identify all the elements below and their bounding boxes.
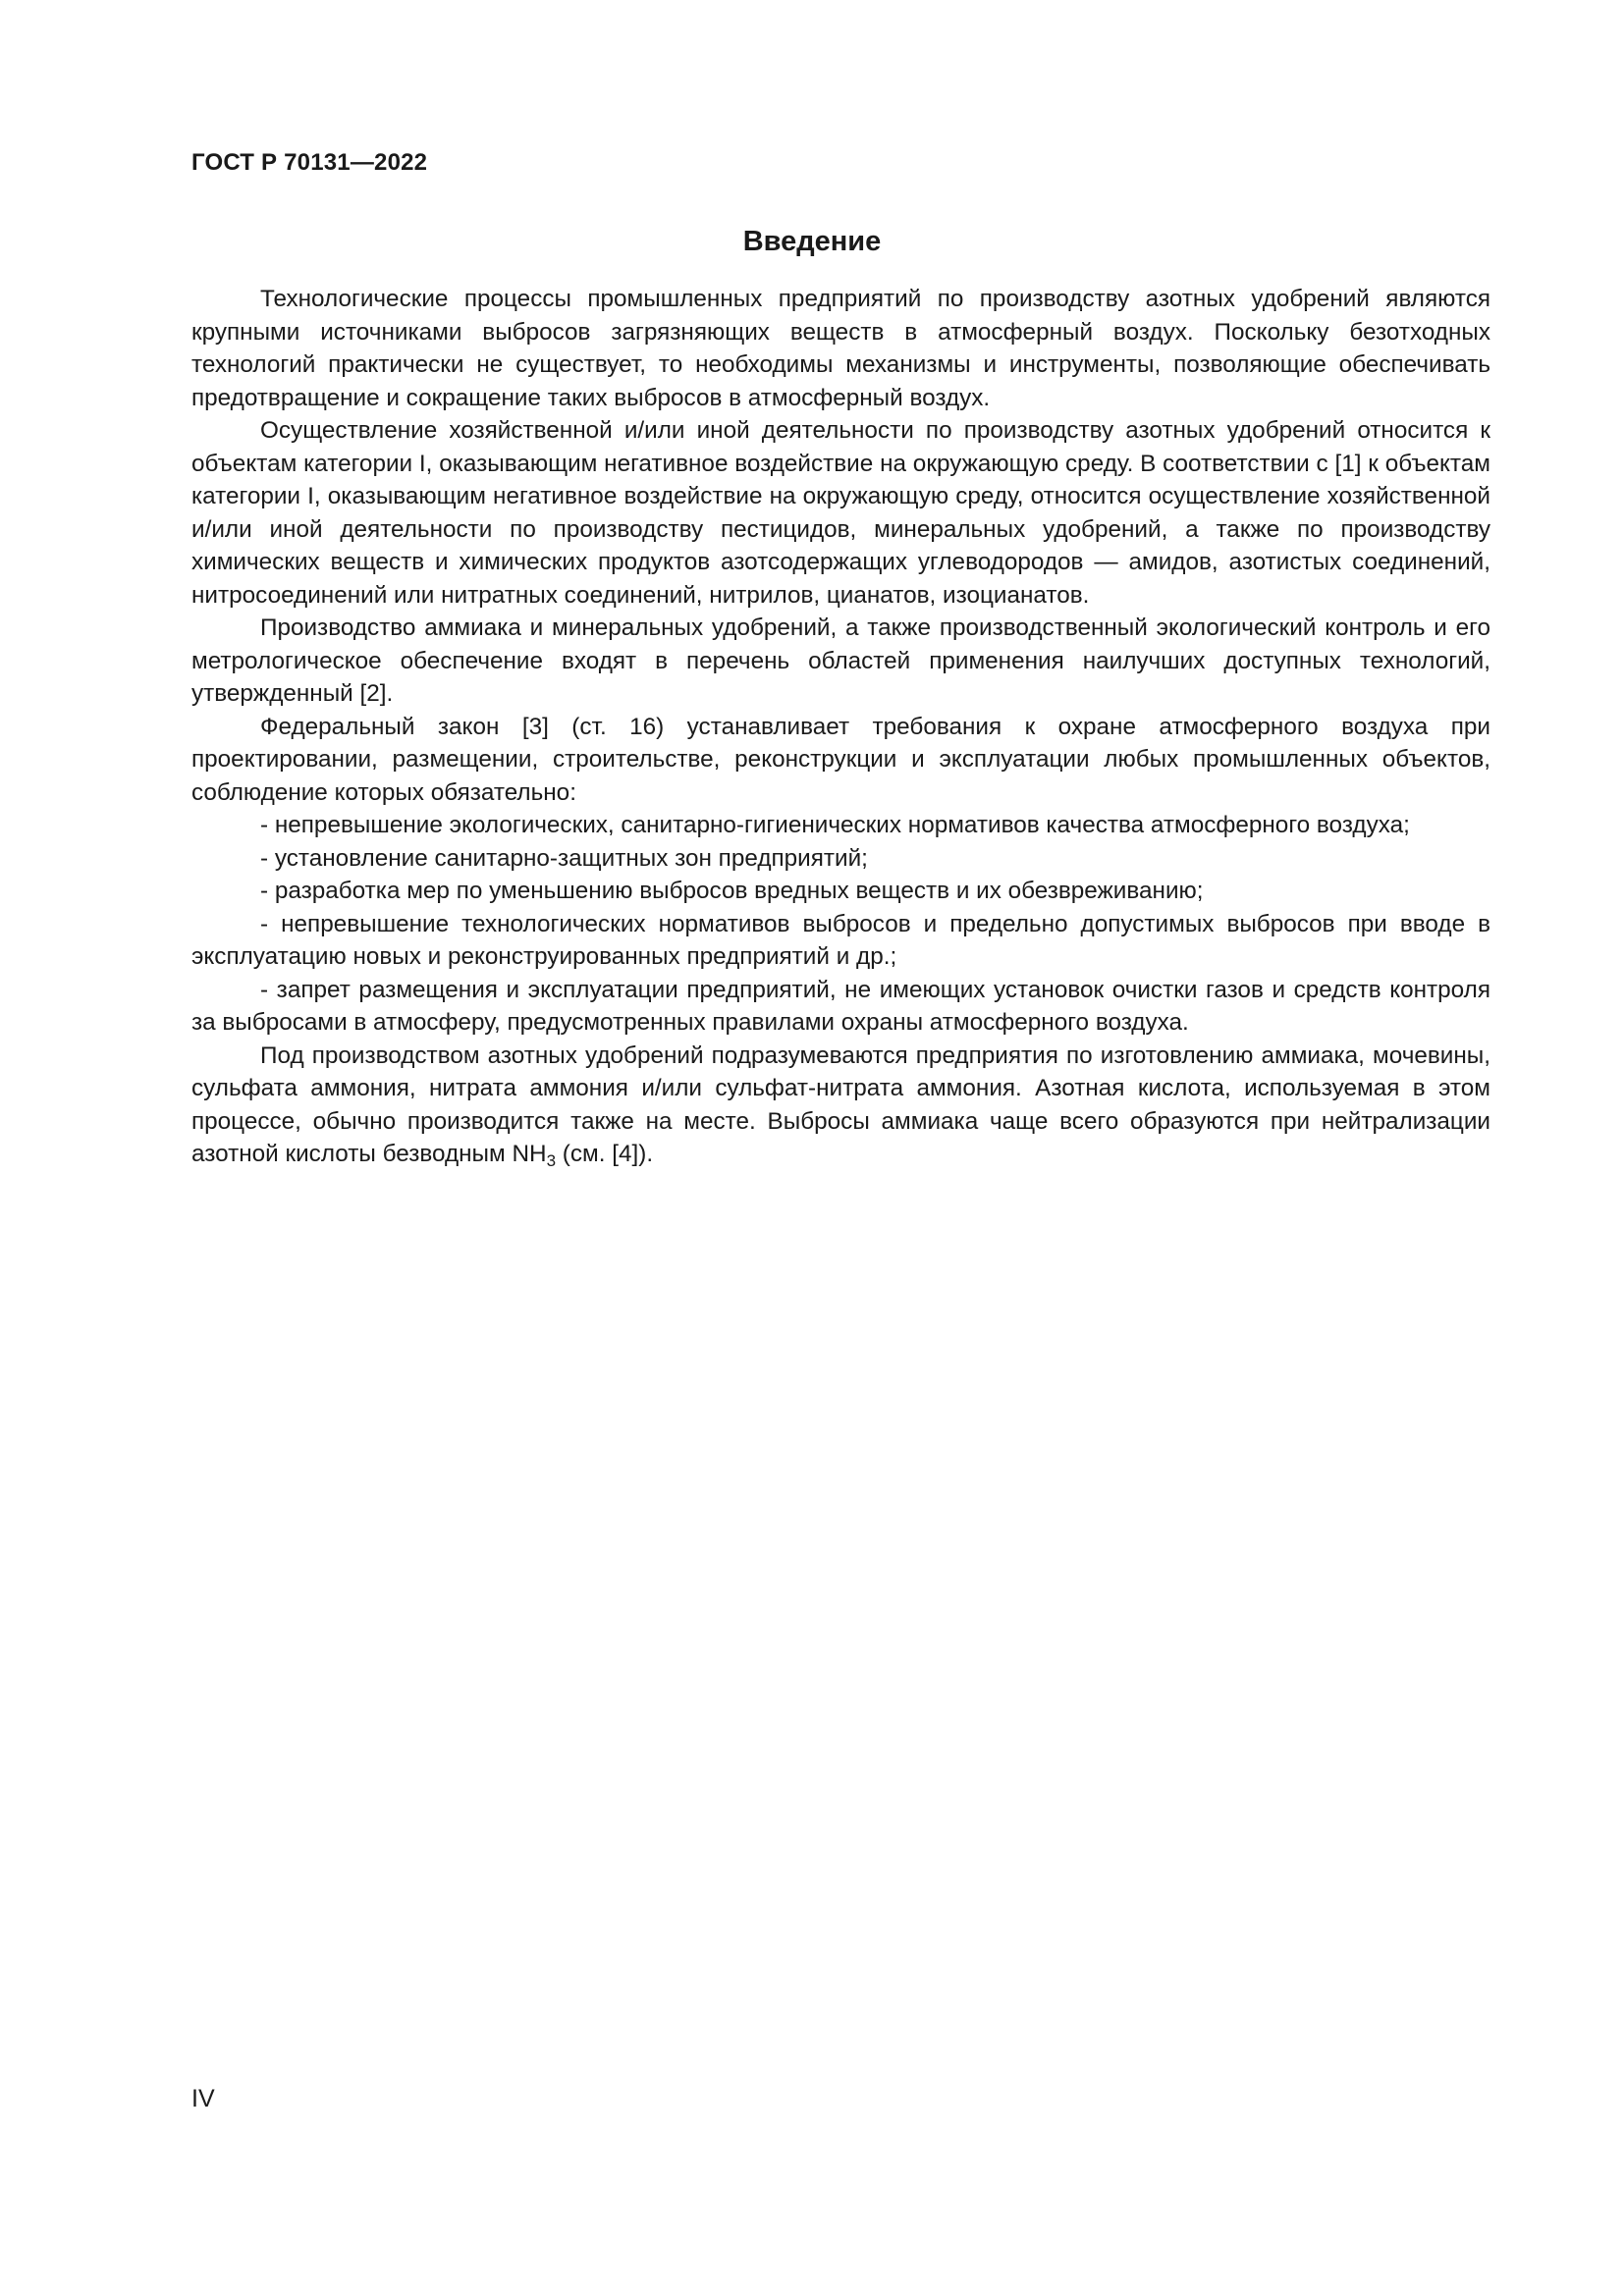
paragraph-5-tail: (см. [4]). xyxy=(556,1141,654,1167)
paragraph-5-main: Под производством азотных удобрений подразумеваются предприятия по изготовлению аммиака, мочевины, сульфата аммония, нитрата аммония и/или сульфат-нитрата аммония. Азотная кислота, используемая в этом процессе, обычно производится также на месте. Выбросы аммиака чаще всего образуются при нейтрализации азотной кислоты безводным NH xyxy=(191,1041,1490,1167)
list-item: - непревышение технологических нормативов выбросов и предельно допустимых выбросов при вводе в эксплуатацию новых и реконструированных предприятий и др.; xyxy=(191,910,1490,970)
list-item: - непревышение экологических, санитарно-гигиенических нормативов качества атмосферного воздуха; xyxy=(260,812,1410,838)
list-item: - установление санитарно-защитных зон предприятий; xyxy=(260,844,868,872)
paragraph-4: Федеральный закон [3] (ст. 16) устанавливает требования к охране атмосферного воздуха при проектировании, размещении, строительстве, реконструкции и эксплуатации любых промышленных объектов, соблюдение которых обязательно: xyxy=(191,713,1490,806)
paragraph-3: Производство аммиака и минеральных удобрений, а также производственный экологический контроль и его метрологическое обеспечение входят в перечень областей применения наилучших доступных технологий, утвержденный [2]. xyxy=(191,614,1490,707)
section-title: Введение xyxy=(742,226,882,257)
list-item: - запрет размещения и эксплуатации предприятий, не имеющих установок очистки газов и средств контроля за выбросами в атмосферу, предусмотренных правилами охраны атмосферного воздуха. xyxy=(191,976,1490,1036)
paragraph-5 xyxy=(191,1040,1490,1171)
list-item: - разработка мер по уменьшению выбросов вредных веществ и их обезвреживанию; xyxy=(260,878,1204,904)
chemical-subscript: 3 xyxy=(546,1151,557,1170)
document-id-header: ГОСТ Р 70131—2022 xyxy=(191,149,428,176)
document-body xyxy=(191,283,1490,1171)
page-number: IV xyxy=(191,2085,215,2112)
paragraph-1: Технологические процессы промышленных предприятий по производству азотных удобрений являются крупными источниками выбросов загрязняющих веществ в атмосферный воздух. Поскольку безотходных технологий практически не существует, то необходимы механизмы и инструменты, позволяющие обеспечивать предотвращение и сокращение таких выбросов в атмосферный воздух. xyxy=(191,286,1490,411)
paragraph-2: Осуществление хозяйственной и/или иной деятельности по производству азотных удобрений относится к объектам категории I, оказывающим негативное воздействие на окружающую среду. В соответствии с [1] к объектам категории I, оказывающим негативное воздействие на окружающую среду, относится осуществление хозяйственной и/или иной деятельности по производству пестицидов, минеральных удобрений, а также по производству химических веществ и химических продуктов азотсодержащих углеводородов — амидов, азотистых соединений, нитросоединений или нитратных соединений, нитрилов, цианатов, изоцианатов. xyxy=(191,417,1490,609)
